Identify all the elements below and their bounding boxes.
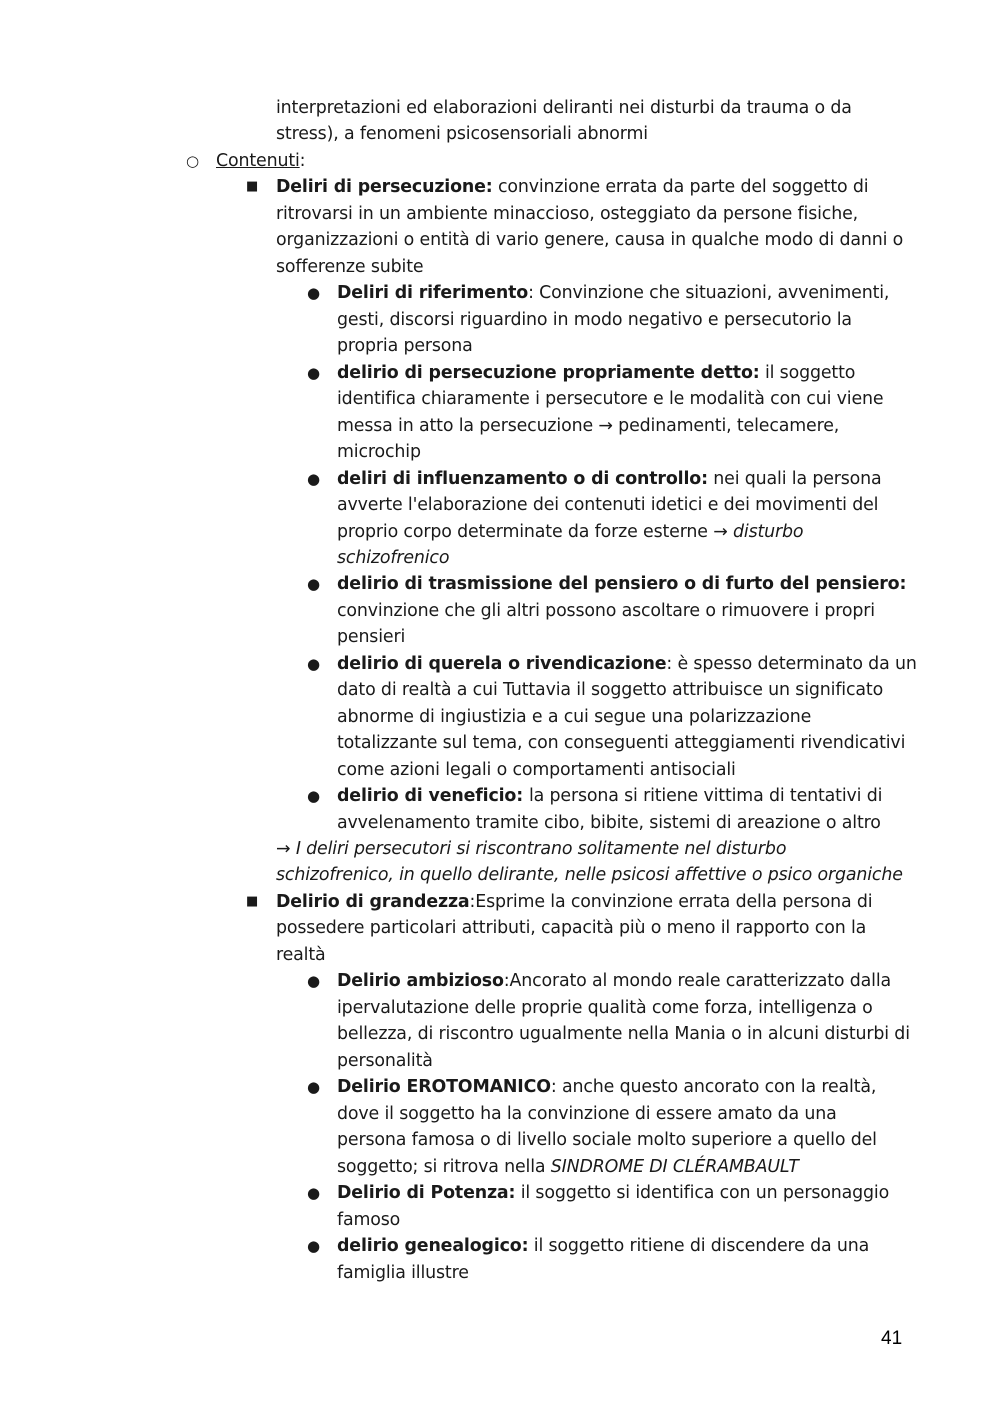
list-item-line: gesti, discorsi riguardino in modo negativo e persecutorio la	[337, 310, 852, 330]
persecuzione-note-line-2: schizofrenico, in quello delirante, nelle psicosi affettive o psico organiche	[276, 865, 903, 885]
persecuzione-line-2: ritrovarsi in un ambiente minaccioso, osteggiato da persone fisiche,	[276, 204, 859, 224]
list-item-line: Delirio di Potenza: il soggetto si identifica con un personaggio	[337, 1183, 890, 1203]
list-item-line: Delirio ambizioso:Ancorato al mondo reale caratterizzato dalla	[337, 971, 892, 991]
grandezza-line-1: Delirio di grandezza:Esprime la convinzione errata della persona di	[276, 892, 873, 912]
intro-line-2: stress), a fenomeni psicosensoriali abnormi	[276, 124, 648, 144]
dot-bullet: ●	[307, 364, 321, 382]
dot-bullet: ●	[307, 787, 321, 805]
persecuzione-line-1: Deliri di persecuzione: convinzione errata da parte del soggetto di	[276, 177, 869, 197]
list-item-line: delirio di querela o rivendicazione: è spesso determinato da un	[337, 654, 917, 674]
persecuzione-line-4: sofferenze subite	[276, 257, 424, 277]
list-item-line: come azioni legali o comportamenti antisociali	[337, 760, 736, 780]
page-number: 41	[881, 1328, 903, 1349]
list-item-line: famiglia illustre	[337, 1263, 469, 1283]
list-item-line: dove il soggetto ha la convinzione di essere amato da una	[337, 1104, 837, 1124]
arrow-icon: →	[276, 839, 296, 859]
list-item-line: delirio di veneficio: la persona si ritiene vittima di tentativi di	[337, 786, 883, 806]
grandezza-line-2: possedere particolari attributi, capacità più o meno il rapporto con la	[276, 918, 867, 938]
list-item-line: avvelenamento tramite cibo, bibite, sistemi di areazione o altro	[337, 813, 881, 833]
grandezza-title: Delirio di grandezza	[276, 892, 470, 912]
contenuti-heading: Contenuti:	[216, 151, 306, 171]
persecuzione-note-line-1: → I deliri persecutori si riscontrano solitamente nel disturbo	[276, 839, 787, 859]
list-item-line: deliri di influenzamento o di controllo: nei quali la persona	[337, 469, 882, 489]
list-item-line: ipervalutazione delle proprie qualità come forza, intelligenza o	[337, 998, 873, 1018]
list-item-line: famoso	[337, 1210, 401, 1230]
list-item-line: avverte l'elaborazione dei contenuti idetici e dei movimenti del	[337, 495, 879, 515]
list-item-line: identifica chiaramente i persecutore e le modalità con cui viene	[337, 389, 884, 409]
dot-bullet: ●	[307, 575, 321, 593]
list-item-line: Delirio EROTOMANICO: anche questo ancorato con la realtà,	[337, 1077, 877, 1097]
list-item-line: totalizzante sul tema, con conseguenti atteggiamenti rivendicativi	[337, 733, 906, 753]
list-item-line: convinzione che gli altri possono ascoltare o rimuovere i propri	[337, 601, 875, 621]
list-item-line: messa in atto la persecuzione → pedinamenti, telecamere,	[337, 416, 840, 436]
list-item-line: schizofrenico	[337, 548, 450, 568]
list-item-line: microchip	[337, 442, 421, 462]
list-item-line: pensieri	[337, 627, 406, 647]
dot-bullet: ●	[307, 972, 321, 990]
dot-bullet: ●	[307, 1184, 321, 1202]
list-item-line: proprio corpo determinate da forze esterne → disturbo	[337, 522, 804, 542]
contenuti-link[interactable]: Contenuti	[216, 151, 300, 171]
square-bullet: ■	[246, 894, 259, 909]
circle-bullet: ○	[186, 152, 200, 170]
dot-bullet: ●	[307, 1237, 321, 1255]
list-item-line: personalità	[337, 1051, 433, 1071]
list-item-line: propria persona	[337, 336, 473, 356]
intro-line-1: interpretazioni ed elaborazioni deliranti nei disturbi da trauma o da	[276, 98, 852, 118]
list-item-line: persona famosa o di livello sociale molto superiore a quello del	[337, 1130, 877, 1150]
list-item-line: delirio genealogico: il soggetto ritiene di discendere da una	[337, 1236, 870, 1256]
list-item-line: bellezza, di riscontro ugualmente nella Mania o in alcuni disturbi di	[337, 1024, 910, 1044]
persecuzione-line-3: organizzazioni o entità di vario genere, causa in qualche modo di danni o	[276, 230, 904, 250]
dot-bullet: ●	[307, 1078, 321, 1096]
list-item-line: delirio di persecuzione propriamente detto: il soggetto	[337, 363, 856, 383]
dot-bullet: ●	[307, 470, 321, 488]
dot-bullet: ●	[307, 284, 321, 302]
grandezza-line-3: realtà	[276, 945, 326, 965]
square-bullet: ■	[246, 179, 259, 194]
dot-bullet: ●	[307, 655, 321, 673]
list-item-line: abnorme di ingiustizia e a cui segue una polarizzazione	[337, 707, 812, 727]
list-item-line: soggetto; si ritrova nella SINDROME DI CLÉRAMBAULT	[337, 1157, 799, 1177]
list-item-line: Deliri di riferimento: Convinzione che situazioni, avvenimenti,	[337, 283, 890, 303]
list-item-line: dato di realtà a cui Tuttavia il soggetto attribuisce un significato	[337, 680, 884, 700]
list-item-line: delirio di trasmissione del pensiero o di furto del pensiero:	[337, 574, 907, 594]
persecuzione-title: Deliri di persecuzione:	[276, 177, 493, 197]
